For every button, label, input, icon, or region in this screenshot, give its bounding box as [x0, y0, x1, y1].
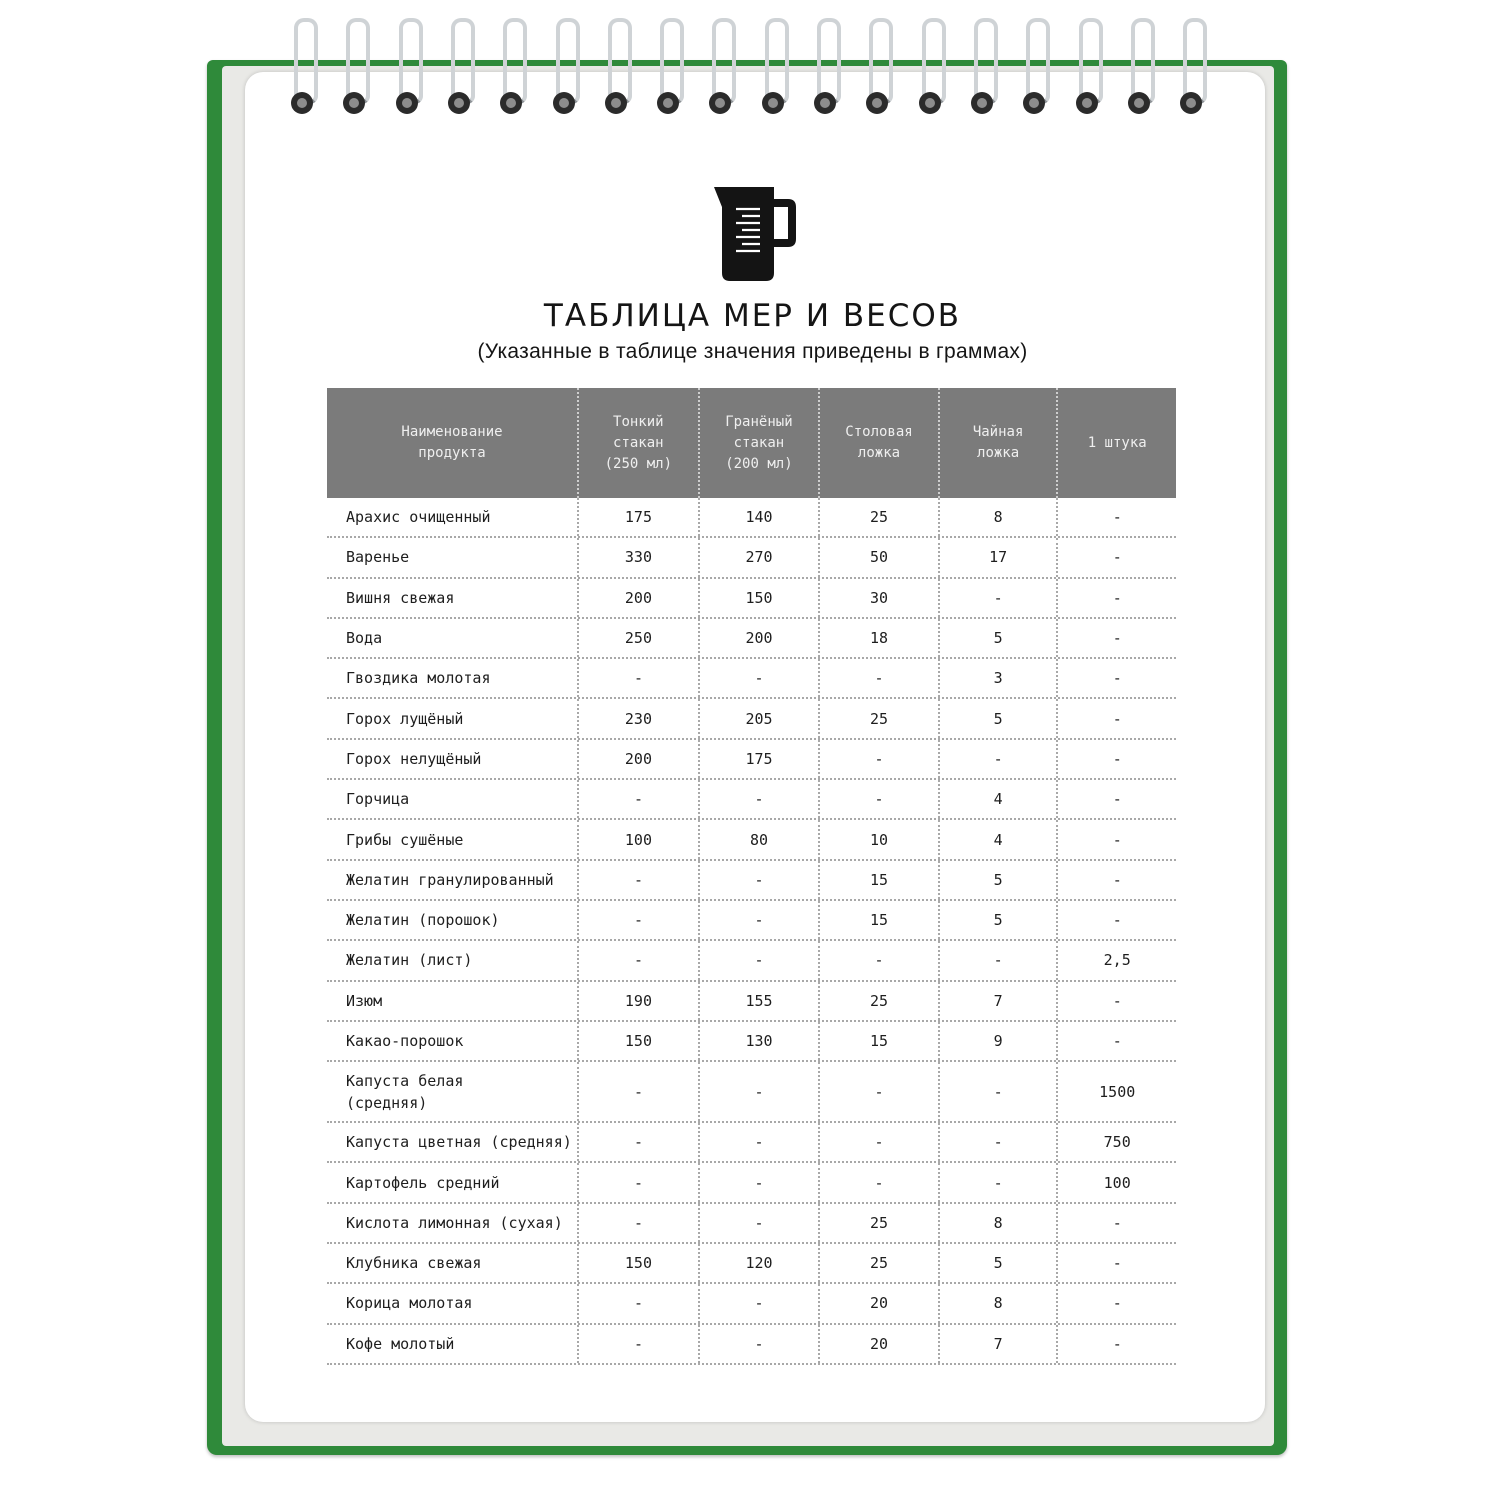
teaspoon-value: 5	[938, 861, 1057, 899]
thin-glass-value: -	[577, 861, 698, 899]
teaspoon-value: 8	[938, 498, 1057, 536]
table-row	[327, 1204, 1176, 1244]
teaspoon-value: -	[938, 1163, 1057, 1201]
table-body	[327, 498, 1176, 1365]
piece-value: -	[1056, 1284, 1176, 1322]
teaspoon-value: 9	[938, 1022, 1057, 1060]
teaspoon-value: -	[938, 1123, 1057, 1161]
tablespoon-value: 50	[818, 538, 938, 576]
piece-value: -	[1056, 579, 1176, 617]
tablespoon-value: -	[818, 740, 938, 778]
tablespoon-value: -	[818, 780, 938, 818]
table-row	[327, 498, 1176, 538]
spiral-ring	[916, 18, 944, 108]
thin-glass-value: 150	[577, 1244, 698, 1282]
piece-value: -	[1056, 982, 1176, 1020]
faceted-glass-value: -	[698, 1204, 819, 1242]
faceted-glass-value: -	[698, 1284, 819, 1322]
piece-value: -	[1056, 780, 1176, 818]
faceted-glass-value: 155	[698, 982, 819, 1020]
spiral-ring	[968, 18, 996, 108]
teaspoon-value: 5	[938, 619, 1057, 657]
thin-glass-value: -	[577, 659, 698, 697]
thin-glass-value: 330	[577, 538, 698, 576]
product-name: Капуста белая (средняя)	[346, 1071, 464, 1112]
teaspoon-value: -	[938, 740, 1057, 778]
tablespoon-value: -	[818, 659, 938, 697]
teaspoon-value: 5	[938, 699, 1057, 737]
teaspoon-value: 7	[938, 1325, 1057, 1363]
piece-value: 1500	[1056, 1062, 1176, 1121]
table-row	[327, 901, 1176, 941]
spiral-ring	[550, 18, 578, 108]
teaspoon-value: -	[938, 1062, 1057, 1121]
thin-glass-value: 150	[577, 1022, 698, 1060]
tablespoon-value: -	[818, 1163, 938, 1201]
faceted-glass-value: -	[698, 659, 819, 697]
product-name: Вода	[346, 629, 383, 648]
spiral-ring	[340, 18, 368, 108]
table-row	[327, 740, 1176, 780]
thin-glass-value: 200	[577, 579, 698, 617]
product-name: Арахис очищенный	[346, 508, 491, 527]
tablespoon-value: 25	[818, 498, 938, 536]
table-row	[327, 699, 1176, 739]
table-row	[327, 579, 1176, 619]
piece-value: -	[1056, 740, 1176, 778]
table-row	[327, 1163, 1176, 1203]
faceted-glass-value: -	[698, 1062, 819, 1121]
page-subtitle: (Указанные в таблице значения приведены в граммах)	[477, 340, 1028, 363]
thin-glass-value: -	[577, 1062, 698, 1121]
table-row	[327, 820, 1176, 860]
product-name: Какао-порошок	[346, 1032, 464, 1050]
table-row	[327, 941, 1176, 981]
product-name: Вишня свежая	[346, 588, 455, 607]
faceted-glass-value: -	[698, 861, 819, 899]
header-tablespoon: Столовая ложка	[818, 388, 938, 498]
piece-value: -	[1056, 699, 1176, 737]
table-row	[327, 780, 1176, 820]
teaspoon-value: 17	[938, 538, 1057, 576]
thin-glass-value: -	[577, 1204, 698, 1242]
tablespoon-value: 15	[818, 1022, 938, 1060]
thin-glass-value: 230	[577, 699, 698, 737]
faceted-glass-value: -	[698, 780, 819, 818]
thin-glass-value: -	[577, 1284, 698, 1322]
spiral-ring	[1177, 18, 1205, 108]
thin-glass-value: -	[577, 901, 698, 939]
product-name: Грибы сушёные	[346, 830, 464, 849]
product-name: Желатин (лист)	[346, 951, 473, 970]
spiral-ring	[811, 18, 839, 108]
product-name: Горох лущёный	[346, 709, 464, 728]
faceted-glass-value: -	[698, 1123, 819, 1161]
spiral-ring	[602, 18, 630, 108]
header-product: Наименование продукта	[401, 424, 503, 461]
piece-value: -	[1056, 1325, 1176, 1363]
spiral-ring	[1020, 18, 1048, 108]
table-row	[327, 861, 1176, 901]
spiral-ring	[288, 18, 316, 108]
faceted-glass-value: 130	[698, 1022, 819, 1060]
table-row	[327, 1062, 1176, 1123]
piece-value: -	[1056, 1244, 1176, 1282]
product-name: Кофе молотый	[346, 1334, 455, 1353]
thin-glass-value: 100	[577, 820, 698, 858]
tablespoon-value: 20	[818, 1284, 938, 1322]
teaspoon-value: -	[938, 941, 1057, 979]
table-row	[327, 1284, 1176, 1324]
faceted-glass-value: 150	[698, 579, 819, 617]
faceted-glass-value: 120	[698, 1244, 819, 1282]
spiral-ring	[1125, 18, 1153, 108]
table-row	[327, 1244, 1176, 1284]
table-header	[327, 388, 1176, 498]
faceted-glass-value: 80	[698, 820, 819, 858]
faceted-glass-value: 140	[698, 498, 819, 536]
product-name: Кислота лимонная (сухая)	[346, 1213, 563, 1232]
piece-value: -	[1056, 659, 1176, 697]
header-one-piece: 1 штука	[1056, 388, 1176, 498]
faceted-glass-value: -	[698, 901, 819, 939]
tablespoon-value: 30	[818, 579, 938, 617]
thin-glass-value: -	[577, 941, 698, 979]
tablespoon-value: 18	[818, 619, 938, 657]
tablespoon-value: 15	[818, 861, 938, 899]
table-row	[327, 1022, 1176, 1062]
thin-glass-value: 190	[577, 982, 698, 1020]
product-name: Изюм	[346, 991, 383, 1010]
teaspoon-value: -	[938, 579, 1057, 617]
faceted-glass-value: -	[698, 941, 819, 979]
tablespoon-value: 10	[818, 820, 938, 858]
teaspoon-value: 4	[938, 820, 1057, 858]
teaspoon-value: 7	[938, 982, 1057, 1020]
spiral-ring	[759, 18, 787, 108]
piece-value: -	[1056, 538, 1176, 576]
teaspoon-value: 8	[938, 1204, 1057, 1242]
spiral-ring	[497, 18, 525, 108]
teaspoon-value: 8	[938, 1284, 1057, 1322]
tablespoon-value: 25	[818, 1244, 938, 1282]
thin-glass-value: -	[577, 1325, 698, 1363]
product-name: Варенье	[346, 548, 410, 567]
faceted-glass-value: 175	[698, 740, 819, 778]
tablespoon-value: 15	[818, 901, 938, 939]
piece-value: 2,5	[1056, 941, 1176, 979]
product-name: Горох нелущёный	[346, 749, 482, 768]
tablespoon-value: 25	[818, 699, 938, 737]
thin-glass-value: 200	[577, 740, 698, 778]
product-name: Желатин гранулированный	[346, 870, 554, 889]
tablespoon-value: -	[818, 1123, 938, 1161]
tablespoon-value: 25	[818, 1204, 938, 1242]
header-faceted-glass: Гранёный стакан (200 мл)	[698, 388, 819, 498]
header-teaspoon: Чайная ложка	[938, 388, 1057, 498]
piece-value: -	[1056, 820, 1176, 858]
spiral-ring	[706, 18, 734, 108]
tablespoon-value: -	[818, 941, 938, 979]
piece-value: -	[1056, 1022, 1176, 1060]
teaspoon-value: 3	[938, 659, 1057, 697]
piece-value: -	[1056, 901, 1176, 939]
tablespoon-value: -	[818, 1062, 938, 1121]
table-row	[327, 1325, 1176, 1365]
spiral-ring	[863, 18, 891, 108]
spiral-ring	[1073, 18, 1101, 108]
faceted-glass-value: -	[698, 1325, 819, 1363]
piece-value: 100	[1056, 1163, 1176, 1201]
product-name: Гвоздика молотая	[346, 669, 491, 688]
page-title: ТАБЛИЦА МЕР И ВЕСОВ	[543, 298, 962, 334]
spiral-ring	[445, 18, 473, 108]
tablespoon-value: 25	[818, 982, 938, 1020]
faceted-glass-value: 205	[698, 699, 819, 737]
faceted-glass-value: 270	[698, 538, 819, 576]
measuring-jug-icon	[712, 185, 796, 281]
piece-value: -	[1056, 1204, 1176, 1242]
measures-table	[327, 388, 1176, 1365]
tablespoon-value: 20	[818, 1325, 938, 1363]
table-row	[327, 982, 1176, 1022]
spiral-ring	[393, 18, 421, 108]
thin-glass-value: 250	[577, 619, 698, 657]
piece-value: -	[1056, 619, 1176, 657]
product-name: Корица молотая	[346, 1294, 473, 1313]
piece-value: -	[1056, 861, 1176, 899]
product-name: Горчица	[346, 790, 410, 809]
piece-value: -	[1056, 498, 1176, 536]
teaspoon-value: 5	[938, 901, 1057, 939]
table-row	[327, 659, 1176, 699]
product-name: Клубника свежая	[346, 1254, 482, 1273]
piece-value: 750	[1056, 1123, 1176, 1161]
table-row	[327, 619, 1176, 659]
thin-glass-value: -	[577, 1163, 698, 1201]
header-thin-glass: Тонкий стакан (250 мл)	[577, 388, 698, 498]
thin-glass-value: -	[577, 780, 698, 818]
teaspoon-value: 5	[938, 1244, 1057, 1282]
product-name: Желатин (порошок)	[346, 911, 500, 930]
table-row	[327, 1123, 1176, 1163]
spiral-ring	[654, 18, 682, 108]
thin-glass-value: -	[577, 1123, 698, 1161]
product-name: Картофель средний	[346, 1173, 500, 1192]
thin-glass-value: 175	[577, 498, 698, 536]
faceted-glass-value: -	[698, 1163, 819, 1201]
product-name: Капуста цветная (средняя)	[346, 1133, 572, 1152]
faceted-glass-value: 200	[698, 619, 819, 657]
teaspoon-value: 4	[938, 780, 1057, 818]
table-row	[327, 538, 1176, 578]
